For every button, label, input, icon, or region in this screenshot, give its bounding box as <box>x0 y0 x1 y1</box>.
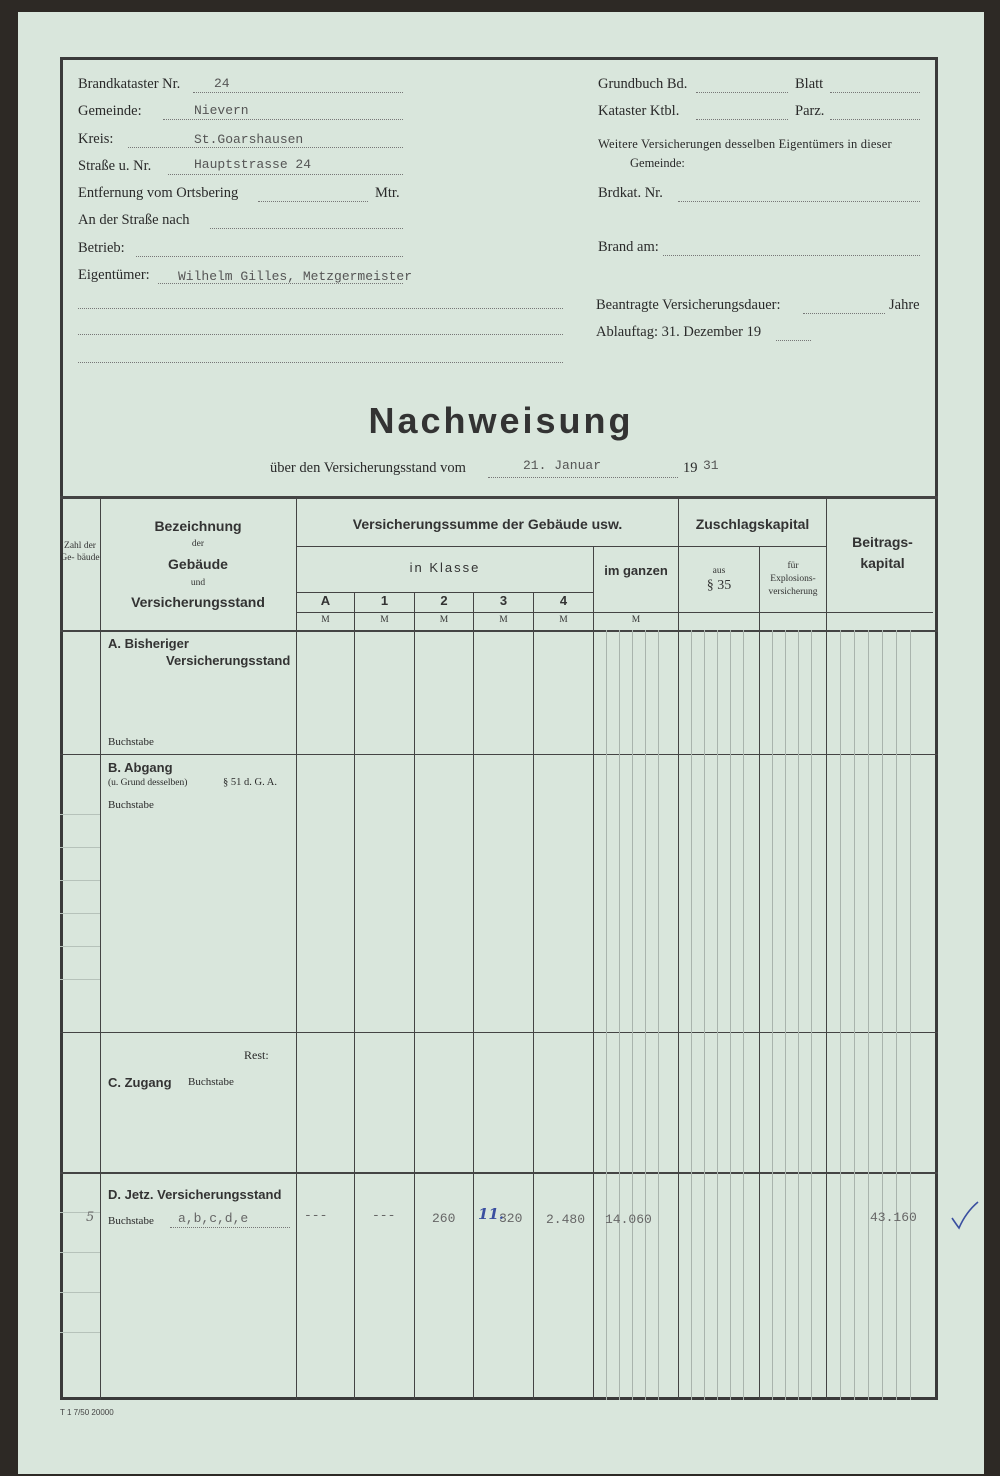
vline-1 <box>414 592 415 1400</box>
ledger-rule <box>60 946 100 947</box>
blatt-label: Blatt <box>795 76 824 92</box>
row-d-klasse-4: 2.480 <box>546 1212 586 1227</box>
ledger-rule <box>60 979 100 980</box>
section-a-bottom <box>60 754 938 755</box>
section-a-title2: Versicherungsstand <box>166 653 291 668</box>
ledger-rule <box>60 1332 100 1333</box>
dauer-label: Beantragte Versicherungsdauer: <box>596 297 781 313</box>
section-b-par: § 51 d. G. A. <box>223 777 277 788</box>
header-klasse-a: A <box>320 593 331 608</box>
gemeinde-label: Gemeinde: <box>78 103 142 119</box>
kreis-value: St.Goarshausen <box>194 132 304 147</box>
weitere-line2: Gemeinde: <box>630 156 685 170</box>
eigentuemer-label: Eigentümer: <box>78 267 150 283</box>
header-aus: aus <box>712 566 726 576</box>
unit-m: M <box>499 615 508 625</box>
header-bez-line2: Gebäude <box>168 556 228 572</box>
header-in-klasse: in Klasse <box>409 560 481 575</box>
ledger-rule <box>60 847 100 848</box>
ablauf-label: Ablauftag: 31. Dezember 19 <box>596 324 762 340</box>
header-bez-und: und <box>190 578 206 588</box>
strasse-value: Hauptstrasse 24 <box>194 157 312 172</box>
row-d-klasse-3-ink: 11. <box>478 1205 505 1223</box>
row-d-klasse-2: 260 <box>432 1211 456 1226</box>
row-d-klasse-1: --- <box>372 1208 396 1223</box>
row-d-buchstaben: a,b,c,d,e <box>178 1211 249 1226</box>
row-d-beitragskapital: 43.160 <box>870 1210 917 1225</box>
hline <box>297 612 933 613</box>
unit-m: M <box>439 615 449 625</box>
ledger-rule <box>60 1252 100 1253</box>
ledger-line <box>691 630 692 1400</box>
header-explosion: Explosions- <box>770 574 816 584</box>
ledger-rule <box>60 913 100 914</box>
parz-label: Parz. <box>795 103 825 119</box>
rest-label: Rest: <box>244 1048 269 1062</box>
brdkat-label: Brdkat. Nr. <box>598 185 663 201</box>
vline-4 <box>593 546 594 1400</box>
weitere-line1: Weitere Versicherungen desselben Eigentümers in dieser <box>598 137 892 151</box>
header-par35: § 35 <box>706 578 732 593</box>
section-a-buchstabe: Buchstabe <box>108 736 154 748</box>
grundbuch-label: Grundbuch Bd. <box>598 76 688 92</box>
ledger-line <box>730 630 731 1400</box>
dotted-line <box>170 1227 290 1228</box>
eigentuemer-value: Wilhelm Gilles, Metzgermeister <box>178 269 413 284</box>
table-top-border <box>60 496 938 499</box>
ledger-line <box>619 630 620 1400</box>
header-klasse-4: 4 <box>559 593 568 608</box>
vline-ganzen <box>678 496 679 1400</box>
ledger-line <box>658 630 659 1400</box>
ledger-line <box>632 630 633 1400</box>
brandkataster-label: Brandkataster Nr. <box>78 76 181 92</box>
ledger-line <box>772 630 773 1400</box>
header-beitrag-line2: kapital <box>860 555 905 571</box>
ledger-line <box>798 630 799 1400</box>
vline-par35 <box>759 546 760 1400</box>
footer-code: T 1 7/50 20000 <box>60 1408 114 1417</box>
page-title: Nachweisung <box>368 400 634 441</box>
header-bez-line1: Bezeichnung <box>154 518 242 534</box>
header-bez-der: der <box>191 539 205 549</box>
form-sheet <box>18 12 984 1474</box>
ledger-rule <box>60 814 100 815</box>
check-mark-icon <box>950 1200 980 1230</box>
strasse-nach-label: An der Straße nach <box>78 212 190 228</box>
header-klasse-1: 1 <box>380 593 389 608</box>
header-klasse-2: 2 <box>440 593 448 608</box>
header-fuer: für <box>787 561 799 571</box>
subtitle-year-prefix: 19 <box>683 460 698 476</box>
ledger-line <box>785 630 786 1400</box>
row-d-klasse-a: --- <box>304 1208 328 1223</box>
header-zahl: Zahl der Ge- bäude <box>60 541 100 563</box>
ledger-line <box>811 630 812 1400</box>
header-klasse-3: 3 <box>499 593 508 608</box>
section-c-buchstabe: Buchstabe <box>188 1076 234 1088</box>
gemeinde-value: Nievern <box>194 103 249 118</box>
hline <box>297 546 827 547</box>
header-bottom-border <box>60 630 938 632</box>
section-b-buchstabe: Buchstabe <box>108 799 154 811</box>
ledger-line <box>704 630 705 1400</box>
section-d-title: D. Jetz. Versicherungsstand <box>108 1187 282 1202</box>
subtitle-year-suffix: 31 <box>703 458 719 473</box>
section-c-bottom <box>60 1172 938 1174</box>
header-vsumme: Versicherungssumme der Gebäude usw. <box>352 516 623 532</box>
subtitle-date: 21. Januar <box>523 458 602 473</box>
ledger-line <box>606 630 607 1400</box>
vline-zahl <box>100 496 101 1400</box>
section-c-title: C. Zugang <box>108 1075 172 1090</box>
ledger-rule <box>60 880 100 881</box>
header-im-ganzen: im ganzen <box>604 563 668 578</box>
kreis-label: Kreis: <box>78 131 114 147</box>
section-b-title: B. Abgang <box>108 760 173 775</box>
entfernung-label: Entfernung vom Ortsbering <box>78 185 239 201</box>
header-bez-line3: Versicherungsstand <box>131 594 265 610</box>
section-b-bottom <box>60 1032 938 1033</box>
ledger-line <box>854 630 855 1400</box>
header-versicherung: versicherung <box>768 587 818 597</box>
betrieb-label: Betrieb: <box>78 240 125 256</box>
section-a-title: A. Bisheriger <box>108 636 189 651</box>
ledger-rule <box>60 1292 100 1293</box>
unit-m: M <box>321 615 330 625</box>
ledger-line <box>882 630 883 1400</box>
vline-2 <box>473 592 474 1400</box>
header-beitrag-line1: Beitrags- <box>852 534 913 550</box>
unit-m: M <box>380 615 389 625</box>
row-d-im-ganzen: 14.060 <box>605 1212 652 1227</box>
row-d-klasse-3: 320 <box>499 1211 523 1226</box>
ledger-line <box>896 630 897 1400</box>
vline-a <box>354 592 355 1400</box>
brandkataster-value: 24 <box>214 76 230 91</box>
ledger-line <box>645 630 646 1400</box>
header-zuschlag: Zuschlagskapital <box>695 516 810 532</box>
row-d-zahl: 5 <box>86 1210 95 1225</box>
section-b-grund: (u. Grund desselben) <box>108 778 188 788</box>
kataster-label: Kataster Ktbl. <box>598 103 680 119</box>
ledger-line <box>910 630 911 1400</box>
subtitle-prefix: über den Versicherungsstand vom <box>270 460 466 476</box>
ledger-line <box>840 630 841 1400</box>
ledger-line <box>717 630 718 1400</box>
ledger-line <box>868 630 869 1400</box>
unit-m: M <box>559 615 568 625</box>
brand-label: Brand am: <box>598 239 659 255</box>
vline-3 <box>533 592 534 1400</box>
entfernung-unit: Mtr. <box>375 185 400 201</box>
section-d-buchstabe: Buchstabe <box>108 1215 154 1227</box>
dauer-unit: Jahre <box>889 297 920 313</box>
vline-bez <box>296 496 297 1400</box>
unit-m: M <box>631 615 641 625</box>
vline-zuschlag <box>826 496 827 1400</box>
ledger-line <box>743 630 744 1400</box>
strasse-label: Straße u. Nr. <box>78 158 152 174</box>
